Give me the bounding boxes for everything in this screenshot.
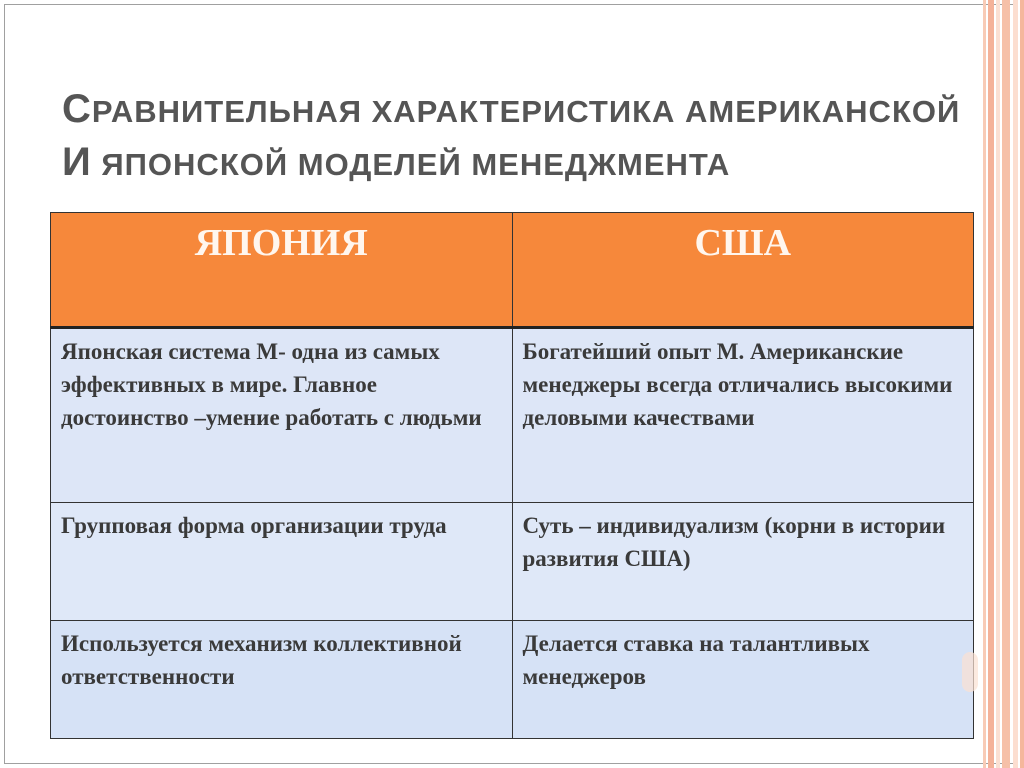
cell-usa: Суть – индивидуализм (корни в истории развития США) [512, 503, 974, 621]
title-line-1: СРАВНИТЕЛЬНАЯ ХАРАКТЕРИСТИКА АМЕРИКАНСКОЙ [62, 87, 961, 131]
slide-title [62, 84, 982, 190]
table-row [51, 621, 974, 739]
comparison-table [50, 212, 974, 739]
header-japan: ЯПОНИЯ [51, 213, 513, 328]
cell-usa: Богатейший опыт М. Американские менеджеры всегда отличались высокими деловыми качествами [512, 327, 974, 502]
decorative-stripes [976, 0, 1024, 768]
table-row [51, 503, 974, 621]
header-usa: США [512, 213, 974, 328]
table-header-row [51, 213, 974, 328]
cell-japan: Групповая форма организации труда [51, 503, 513, 621]
title-line-2: И ЯПОНСКОЙ МОДЕЛЕЙ МЕНЕДЖМЕНТА [62, 140, 731, 184]
cell-japan: Используется механизм коллективной ответственности [51, 621, 513, 739]
table-row [51, 327, 974, 502]
decorative-shape [962, 652, 978, 692]
cell-japan: Японская система М- одна из самых эффективных в мире. Главное достоинство –умение работать с людьми [51, 327, 513, 502]
cell-usa: Делается ставка на талантливых менеджеров [512, 621, 974, 739]
